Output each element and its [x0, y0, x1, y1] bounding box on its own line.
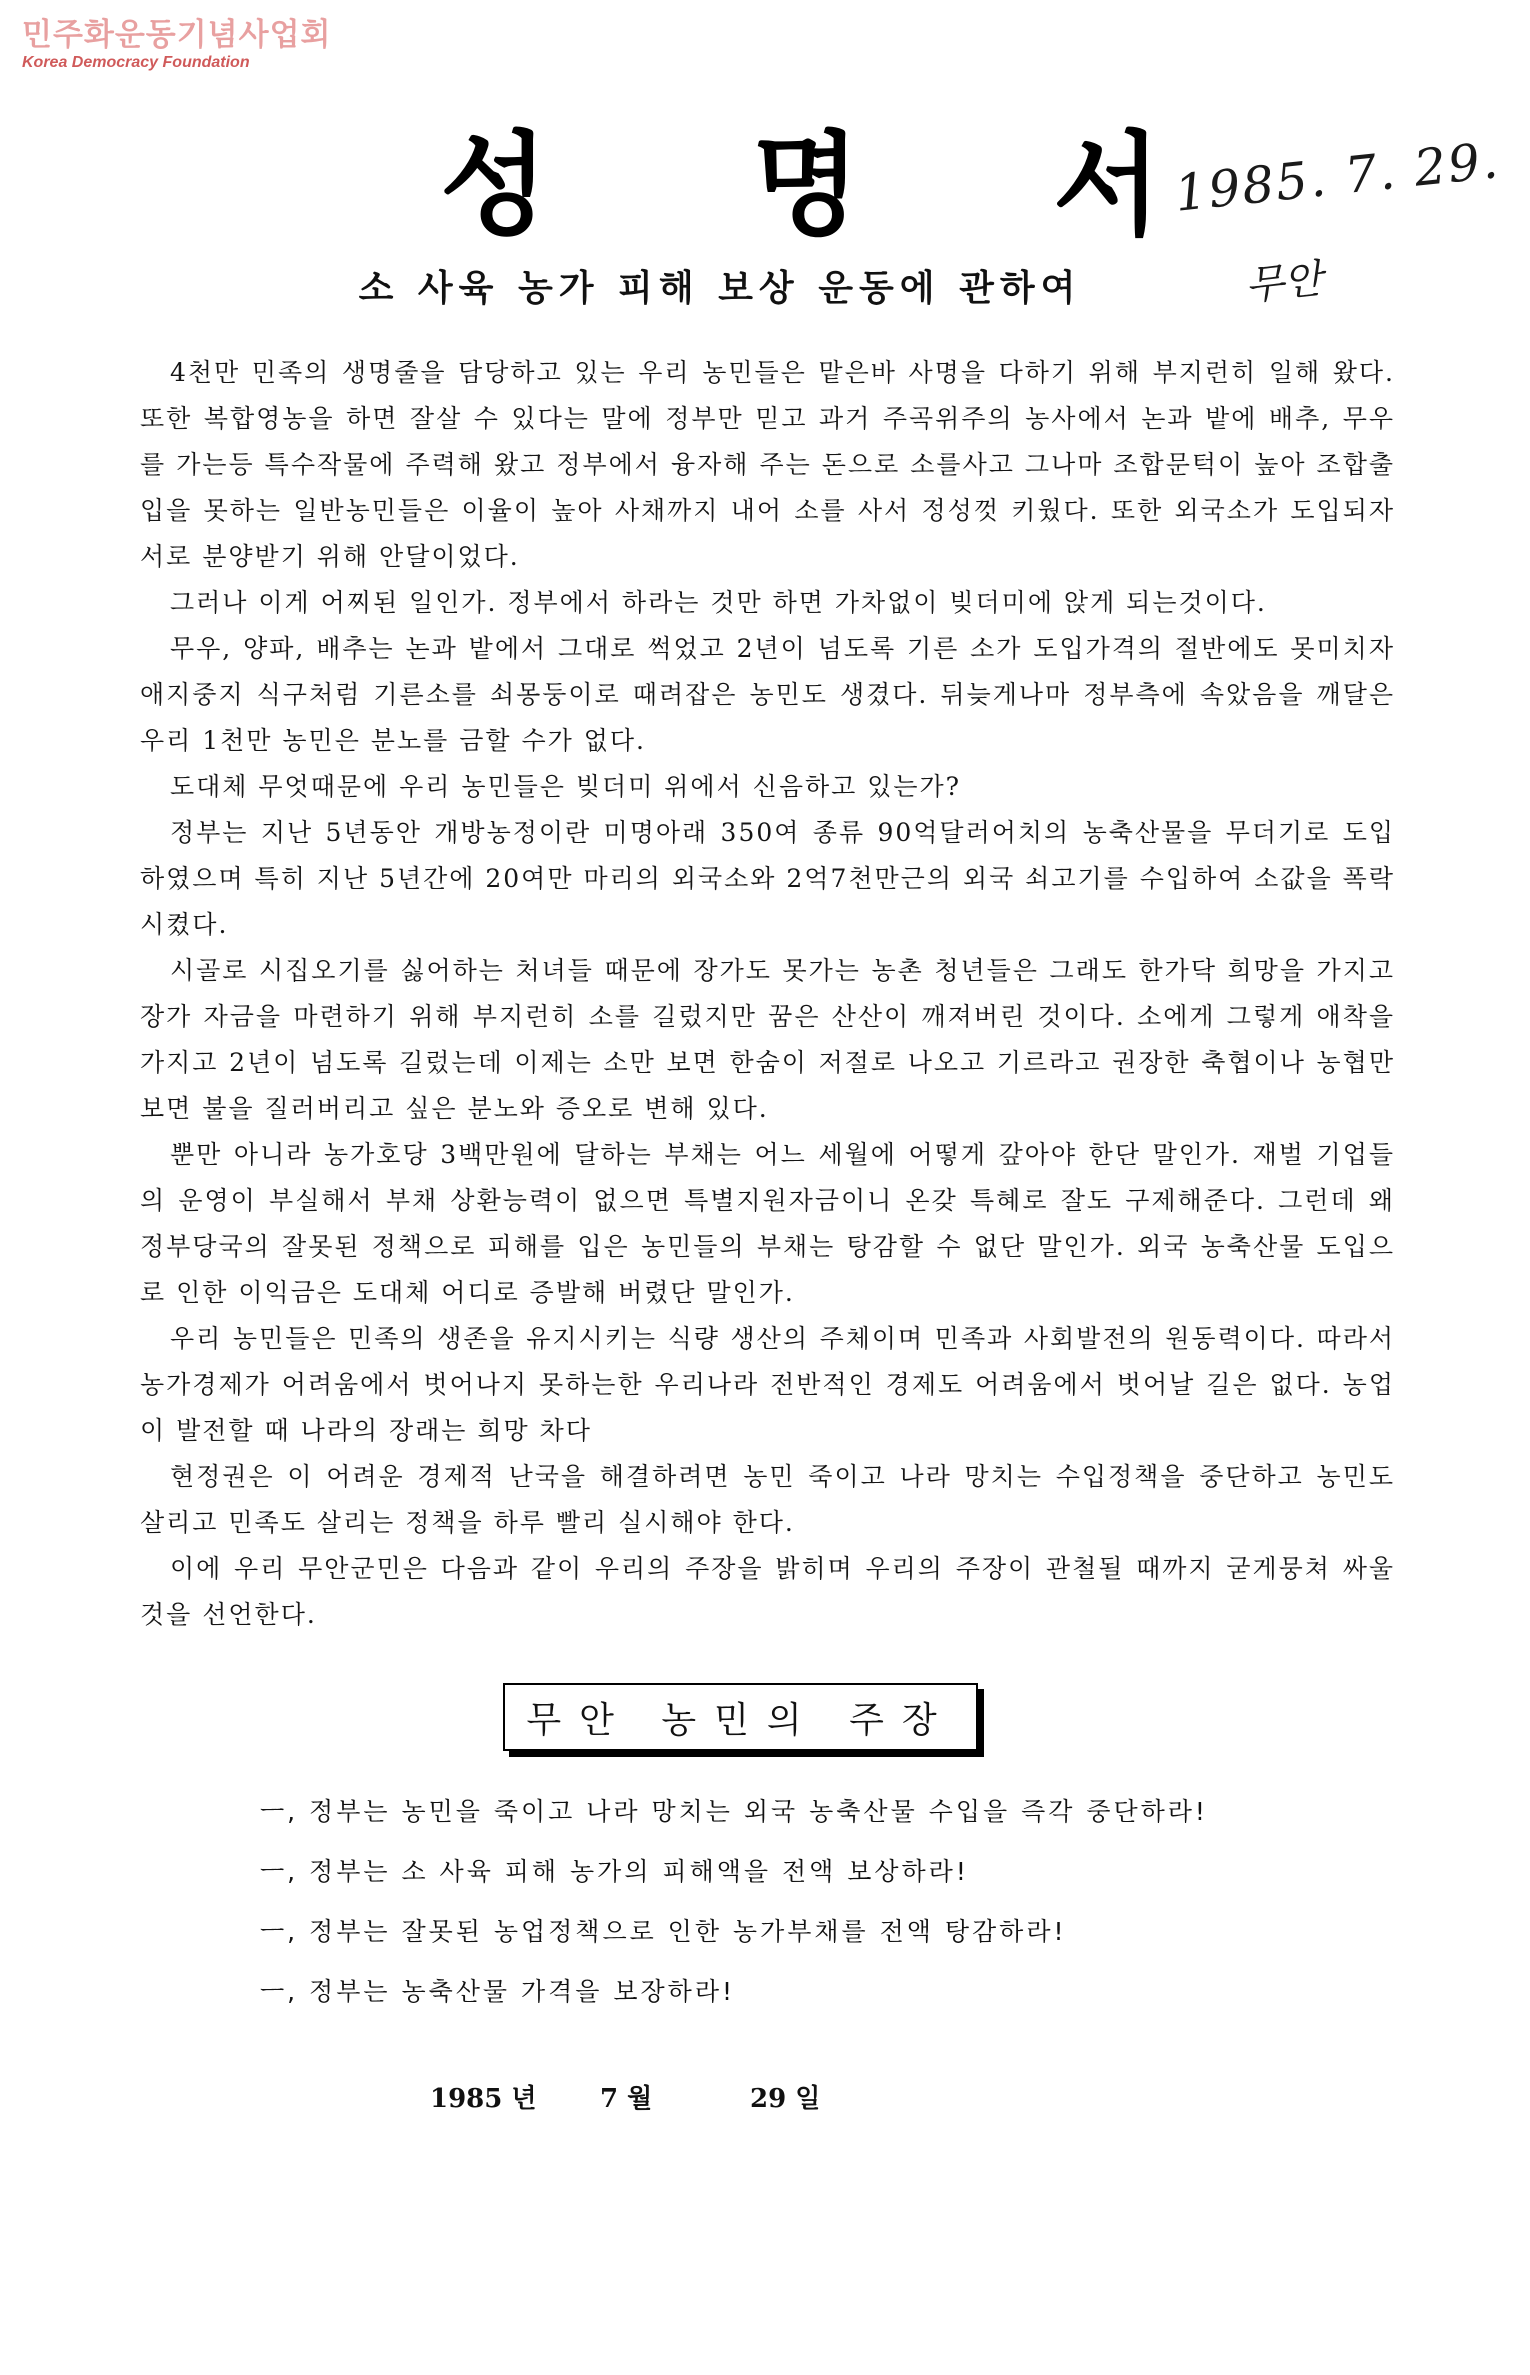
date-year: 1985 년 [430, 2084, 537, 2114]
body-paragraph: 이에 우리 무안군민은 다음과 같이 우리의 주장을 밝히며 우리의 주장이 관철될 때까지 굳게뭉쳐 싸울 것을 선언한다. [140, 1554, 1395, 1629]
claims-heading-box [503, 1683, 978, 1751]
body-paragraph: 도대체 무엇때문에 우리 농민들은 빚더미 위에서 신음하고 있는가? [170, 772, 962, 801]
body-paragraph: 뿐만 아니라 농가호당 3백만원에 달하는 부채는 어느 세월에 어떻게 갚아야 한단 말인가. 재벌 기업들의 운영이 부실해서 부채 상환능력이 없으면 특별지원자금이니 온갖 특혜로 잘도 구제해준다. 그런데 왜 정부당국의 잘못된 정책으로 피해를 입은 농민들의 부채는 탕감할 수 없단 말인가. 외국 농축산물 도입으로 인한 이익금은 도대체 어디로 증발해 버렸단 말인가. [140, 1140, 1395, 1307]
handwritten-date: 1985. 7. 29. [1171, 131, 1503, 223]
body-paragraph: 그러나 이게 어찌된 일인가. 정부에서 하라는 것만 하면 가차없이 빚더미에 앉게 되는것이다. [170, 588, 1267, 617]
body-paragraph: 정부는 지난 5년동안 개방농정이란 미명아래 350여 종류 90억달러어치의 농축산물을 무더기로 도입하였으며 특히 지난 5년간에 20여만 마리의 외국소와 2억7천만근의 외국 쇠고기를 수입하여 소값을 폭락 시켰다. [140, 818, 1395, 939]
document-subtitle: 소 사육 농가 피해 보상 운동에 관하여 [358, 268, 1082, 309]
statement-body [140, 350, 1395, 1638]
title-char-1: 성 [440, 121, 549, 251]
date-month: 7 월 [600, 2084, 653, 2114]
body-paragraph: 현정권은 이 어려운 경제적 난국을 해결하려면 농민 죽이고 나라 망치는 수입정책을 중단하고 농민도 살리고 민족도 살리는 정책을 하루 빨리 실시해야 한다. [140, 1462, 1395, 1537]
date-day: 29 일 [750, 2084, 821, 2114]
watermark-english: Korea Democracy Foundation [22, 54, 250, 71]
claims-list [260, 1782, 1410, 2022]
document-date [430, 2078, 820, 2115]
handwritten-place: 무안 [1242, 256, 1325, 310]
claims-heading: 무안 농민의 주장 [526, 1699, 955, 1741]
claim-item: ㅡ, 정부는 농민을 죽이고 나라 망치는 외국 농축산물 수입을 즉각 중단하라! [260, 1797, 1208, 1826]
title-char-3: 서 [1053, 121, 1162, 251]
title-char-2: 명 [752, 121, 861, 251]
claim-item: ㅡ, 정부는 농축산물 가격을 보장하라! [260, 1977, 736, 2006]
claim-item: ㅡ, 정부는 소 사육 피해 농가의 피해액을 전액 보상하라! [260, 1857, 969, 1886]
claim-item: ㅡ, 정부는 잘못된 농업정책으로 인한 농가부채를 전액 탕감하라! [260, 1917, 1067, 1946]
body-paragraph: 시골로 시집오기를 싫어하는 처녀들 때문에 장가도 못가는 농촌 청년들은 그래도 한가닥 희망을 가지고 장가 자금을 마련하기 위해 부지런히 소를 길렀지만 꿈은 산산이 깨져버린 것이다. 소에게 그렇게 애착을 가지고 2년이 넘도록 길렀는데 이제는 소만 보면 한숨이 저절로 나오고 기르라고 권장한 축협이나 농협만 보면 불을 질러버리고 싶은 분노와 증오로 변해 있다. [140, 956, 1395, 1123]
body-paragraph: 우리 농민들은 민족의 생존을 유지시키는 식량 생산의 주체이며 민족과 사회발전의 원동력이다. 따라서 농가경제가 어려움에서 벗어나지 못하는한 우리나라 전반적인 경제도 어려움에서 벗어날 길은 없다. 농업이 발전할 때 나라의 장래는 희망 차다 [140, 1324, 1395, 1445]
watermark-korean: 민주화운동기념사업회 [22, 17, 332, 53]
body-paragraph: 무우, 양파, 배추는 논과 밭에서 그대로 썩었고 2년이 넘도록 기른 소가 도입가격의 절반에도 못미치자 애지중지 식구처럼 기른소를 쇠몽둥이로 때려잡은 농민도 생겼다. 뒤늦게나마 정부측에 속았음을 깨달은 우리 1천만 농민은 분노를 금할 수가 없다. [140, 634, 1395, 755]
watermark-logo [22, 17, 332, 71]
body-paragraph: 4천만 민족의 생명줄을 담당하고 있는 우리 농민들은 맡은바 사명을 다하기 위해 부지런히 일해 왔다. 또한 복합영농을 하면 잘살 수 있다는 말에 정부만 믿고 과거 주곡위주의 농사에서 논과 밭에 배추, 무우를 가는등 특수작물에 주력해 왔고 정부에서 융자해 주는 돈으로 소를사고 그나마 조합문턱이 높아 조합출입을 못하는 일반농민들은 이율이 높아 사채까지 내어 소를 사서 정성껏 키웠다. 또한 외국소가 도입되자 서로 분양받기 위해 안달이었다. [140, 358, 1395, 571]
